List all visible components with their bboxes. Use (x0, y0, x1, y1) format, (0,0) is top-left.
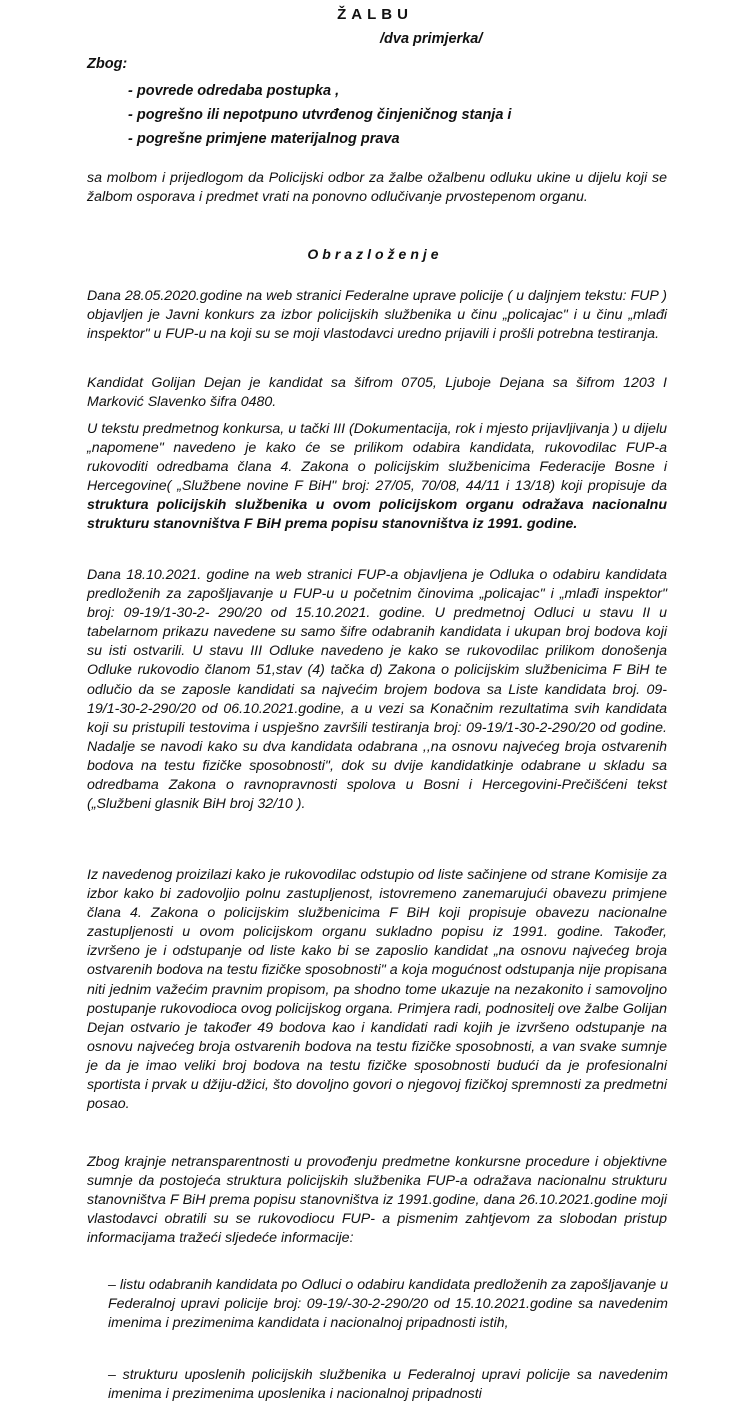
paragraph-5: Iz navedenog proizilazi kako je rukovodilac odstupio od liste sačinjene od strane Komisije za izbor kako bi zadovoljio polnu zastupljenost, istovremeno zanemarujući obavezu primjene člana 4. Zakona o policijskim službenicima F BiH koji propisuje obavezu nacionalne zastupljenosti u ovom policijskom organu sukladno popisu iz 1991. godine. Također, izvršeno je i odstupanje od liste kako bi se zaposlio kandidat „na osnovu najvećeg broja ostvarenih bodova na testu fizičke sposobnosti" a koja mogućnost odstupanja nije propisana niti jednim važećim pravnim propisom, pa shodno tome ukazuje na nezakonito i samovoljno postupanje rukovodioca ovog policijskog organa. Primjera radi, podnositelj ove žalbe Golijan Dejan ostvario je također 49 bodova kao i kandidati radi kojih je izvršeno odstupanje na osnovu najvećeg broja ostvarenih bodova na testu fizičke sposobnosti, a van svake sumnje je da je imao veliki broj bodova na testu fizičke sposobnosti budući da je profesionalni sportista i prvak u džiju-džici, što dovoljno govori o njegovoj fizičkoj spremnosti za predmetni posao. (87, 867, 667, 1113)
request-paragraph: sa molbom i prijedlogom da Policijski odbor za žalbe ožalbenu odluku ukine u dijelu koji se žalbom osporava i predmet vrati na ponovno odlučivanje prvostepenom organu. (87, 170, 667, 206)
paragraph-4: Dana 18.10.2021. godine na web stranici FUP-a objavljena je Odluka o odabiru kandidata predloženih za zapošljavanje u FUP-u u početnim činovima „policajac" i „mlađi inspektor" broj: 09-19/1-30-2- 290/20 od 15.10.2021. godine. U predmetnoj Odluci u stavu II u tabelarnom prikazu navedene su samo šifre odabranih kandidata i ukupan broj bodova koji su isti ostvarili. U stavu III Odluke navedeno je kako se rukovodilac prilikom donošenja Odluke rukovodio članom 51,stav (4) tačka d) Zakona o policijskim službenicima F BiH te odlučio da se zaposle kandidati sa najvećim brojem bodova sa Liste kandidata broj. 09-19/1-30-2-290/20 od 06.10.2021.godine, a u vezi sa Konačnim rezultatima svih kandidata koji su pristupili testovima i uspješno završili testiranja broj: 09-19/1-30-2-290/20 od godine. Nadalje se navodi kako su dva kandidata odabrana ,,na osnovu najvećeg broja ostvarenih bodova na testu fizičke sposobnosti", dok su dvije kandidatkinje odabrane u skladu sa odredbama Zakona o ravnopravnosti spolova u Bosni i Hercegovini-Prečišćeni tekst („Službeni glasnik BiH broj 32/10 ). (87, 567, 667, 813)
list-item: – strukturu uposlenih policijskih službenika u Federalnoj upravi policije sa navedenim imenima i prezimenima uposlenika i nacionalnoj pripadnosti (108, 1367, 668, 1403)
reason-item: - pogrešno ili nepotpuno utvrđenog činjeničnog stanja i (128, 107, 512, 123)
paragraph-2: Kandidat Golijan Dejan je kandidat sa šifrom 0705, Ljuboje Dejana sa šifrom 1203 I Marković Slavenko šifra 0480. (87, 375, 667, 411)
paragraph-3-emphasis: struktura policijskih službenika u ovom policijskom organu odražava nacionalnu strukturu stanovništva F BiH prema popisu stanovništva iz 1991. godine. (87, 497, 667, 533)
paragraph-6: Zbog krajnje netransparentnosti u provođenju predmetne konkursne procedure i objektivne sumnje da postojeća struktura policijskih službenika FUP-a odražava nacionalnu strukturu stanovništva F BiH prema popisu stanovništva iz 1991.godine, dana 26.10.2021.godine moji vlastodavci obratili su se rukovodiocu FUP- a pismenim zahtjevom za slobodan pristup informacijama tražeći sljedeće informacije: (87, 1154, 667, 1247)
paragraph-3 (87, 420, 667, 535)
reason-item: - pogrešne primjene materijalnog prava (128, 131, 400, 147)
paragraph-3-text: U tekstu predmetnog konkursa, u tački III (Dokumentacija, rok i mjesto prijavljivanja ) u dijelu „napomene" navedeno je kako će se prilikom odabira kandidata, rukovodilac FUP-a rukovoditi odredbama člana 4. Zakona o policijskim službenicima Federacije Bosne i Hercegovine( „Službene novine F BiH" broj: 27/05, 70/08, 44/11 i 13/18) koji propisuje da (87, 421, 667, 495)
paragraph-1: Dana 28.05.2020.godine na web stranici Federalne uprave policije ( u daljnjem tekstu: FUP ) objavljen je Javni konkurs za izbor policijskih službenika u činu „policajac" i u činu „mlađi inspektor" u FUP-u na koji su se moji vlastodavci uredno prijavili i prošli potrebna testiranja. (87, 288, 667, 343)
section-heading: Obrazloženje (307, 246, 443, 262)
reasons-list (128, 79, 511, 151)
list-item: – listu odabranih kandidata po Odluci o odabiru kandidata predloženih za zapošljavanje u Federalnoj upravi policije broj: 09-19/-30-2-290/20 od 15.10.2021.godine sa navedenim imenima i prezimenima kandidata i nacionalnoj pripadnosti istih, (108, 1277, 669, 1332)
reason-item: - povrede odredaba postupka , (128, 83, 340, 99)
document-title: ŽALBU (337, 6, 413, 23)
document-subtitle: /dva primjerka/ (380, 31, 483, 47)
reasons-label: Zbog: (87, 56, 128, 72)
